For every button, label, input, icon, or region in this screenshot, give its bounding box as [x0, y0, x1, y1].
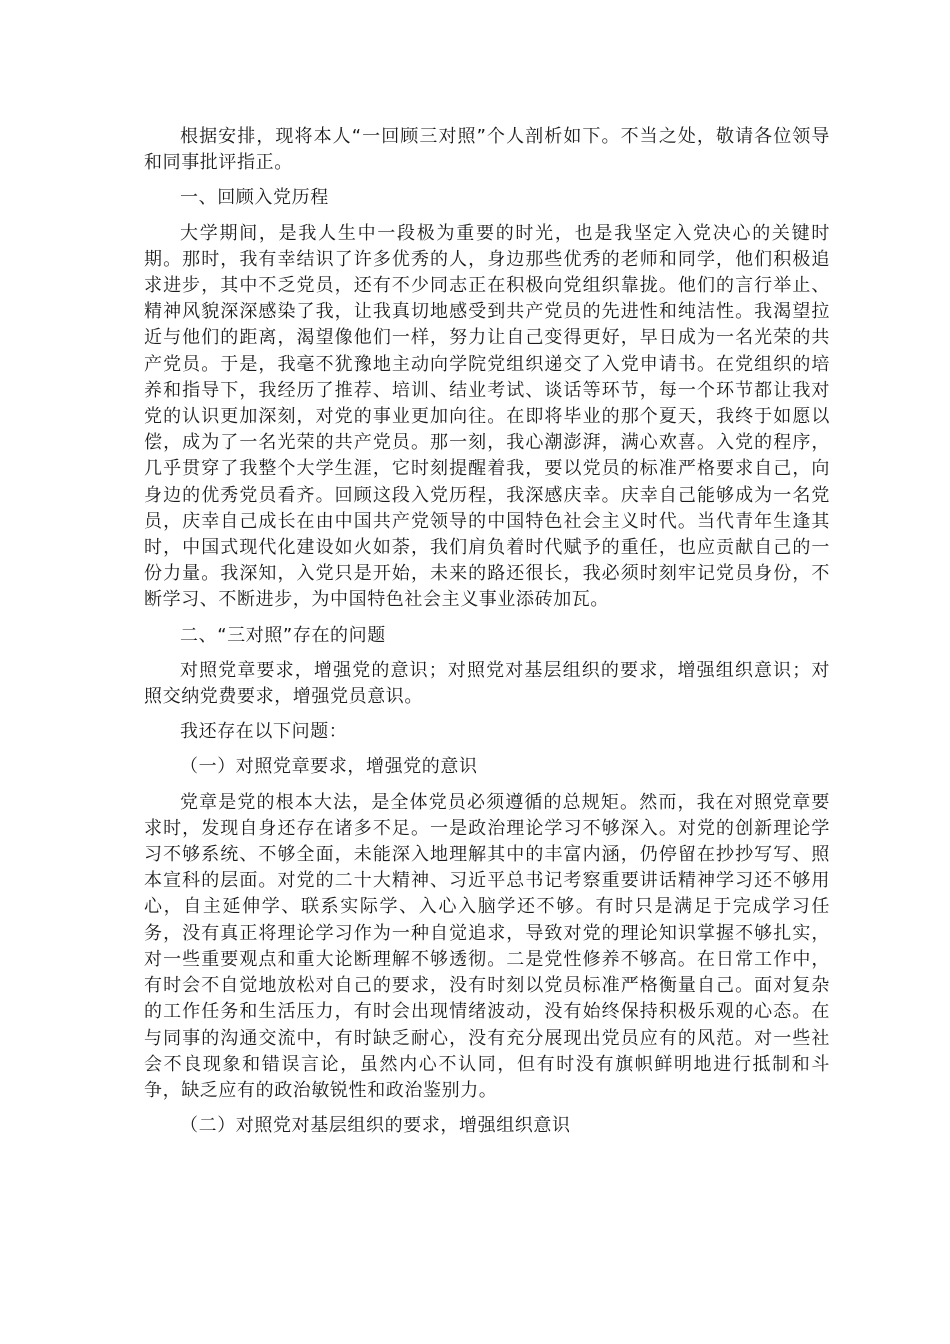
section1-body: 大学期间，是我人生中一段极为重要的时光，也是我坚定入党决心的关键时期。那时，我有幸结识了许多优秀的人，身边那些优秀的老师和同学，他们积极追求进步，其中不乏党员，还有不少同志正在积极向党组织靠拢。他们的言行举止、精神风貌深深感染了我，让我真切地感受到共产党员的先进性和纯洁性。我渴望拉近与他们的距离，渴望像他们一样，努力让自己变得更好，早日成为一名光荣的共产党员。于是，我毫不犹豫地主动向学院党组织递交了入党申请书。在党组织的培养和指导下，我经历了推荐、培训、结业考试、谈话等环节，每一个环节都让我对党的认识更加深刻，对党的事业更加向往。在即将毕业的那个夏天，我终于如愿以偿，成为了一名光荣的共产党员。那一刻，我心潮澎湃，满心欢喜。入党的程序，几乎贯穿了我整个大学生涯，它时刻提醒着我，要以党员的标准严格要求自己，向身边的优秀党员看齐。回顾这段入党历程，我深感庆幸。庆幸自己能够成为一名党员，庆幸自己成长在由中国共产党领导的中国特色社会主义时代。当代青年生逢其时，中国式现代化建设如火如荼，我们肩负着时代赋予的重任，也应贡献自己的一份力量。我深知，入党只是开始，未来的路还很长，我必须时刻牢记党员身份，不断学习、不断进步，为中国特色社会主义事业添砖加瓦。	[144, 222, 830, 611]
sub2-heading: （二）对照党对基层组织的要求，增强组织意识	[180, 1115, 571, 1137]
sub1-heading: （一）对照党章要求，增强党的意识	[180, 756, 478, 778]
section2-intro: 对照党章要求，增强党的意识；对照党对基层组织的要求，增强组织意识；对照交纳党费要求，增强党员意识。	[144, 659, 830, 708]
section2-lead: 我还存在以下问题：	[180, 721, 348, 743]
intro-paragraph: 根据安排，现将本人“一回顾三对照”个人剖析如下。不当之处，敬请各位领导和同事批评指正。	[144, 126, 830, 174]
document-page	[144, 124, 830, 1148]
section1-heading: 一、回顾入党历程	[180, 187, 329, 209]
sub1-body: 党章是党的根本大法，是全体党员必须遵循的总规矩。然而，我在对照党章要求时，发现自身还存在诸多不足。一是政治理论学习不够深入。对党的创新理论学习不够系统、不够全面，未能深入地理解其中的丰富内涵，仍停留在抄抄写写、照本宣科的层面。对党的二十大精神、习近平总书记考察重要讲话精神学习还不够用心，自主延伸学、联系实际学、入心入脑学还不够。有时只是满足于完成学习任务，没有真正将理论学习作为一种自觉追求，导致对党的理论知识掌握不够扎实，对一些重要观点和重大论断理解不够透彻。二是党性修养不够高。在日常工作中，有时会不自觉地放松对自己的要求，没有时刻以党员标准严格衡量自己。面对复杂的工作任务和生活压力，有时会出现情绪波动，没有始终保持积极乐观的心态。在与同事的沟通交流中，有时缺乏耐心，没有充分展现出党员应有的风范。对一些社会不良现象和错误言论，虽然内心不认同，但有时没有旗帜鲜明地进行抵制和斗争，缺乏应有的政治敏锐性和政治鉴别力。	[144, 791, 830, 1101]
section2-heading: 二、“三对照”存在的问题	[180, 624, 386, 646]
